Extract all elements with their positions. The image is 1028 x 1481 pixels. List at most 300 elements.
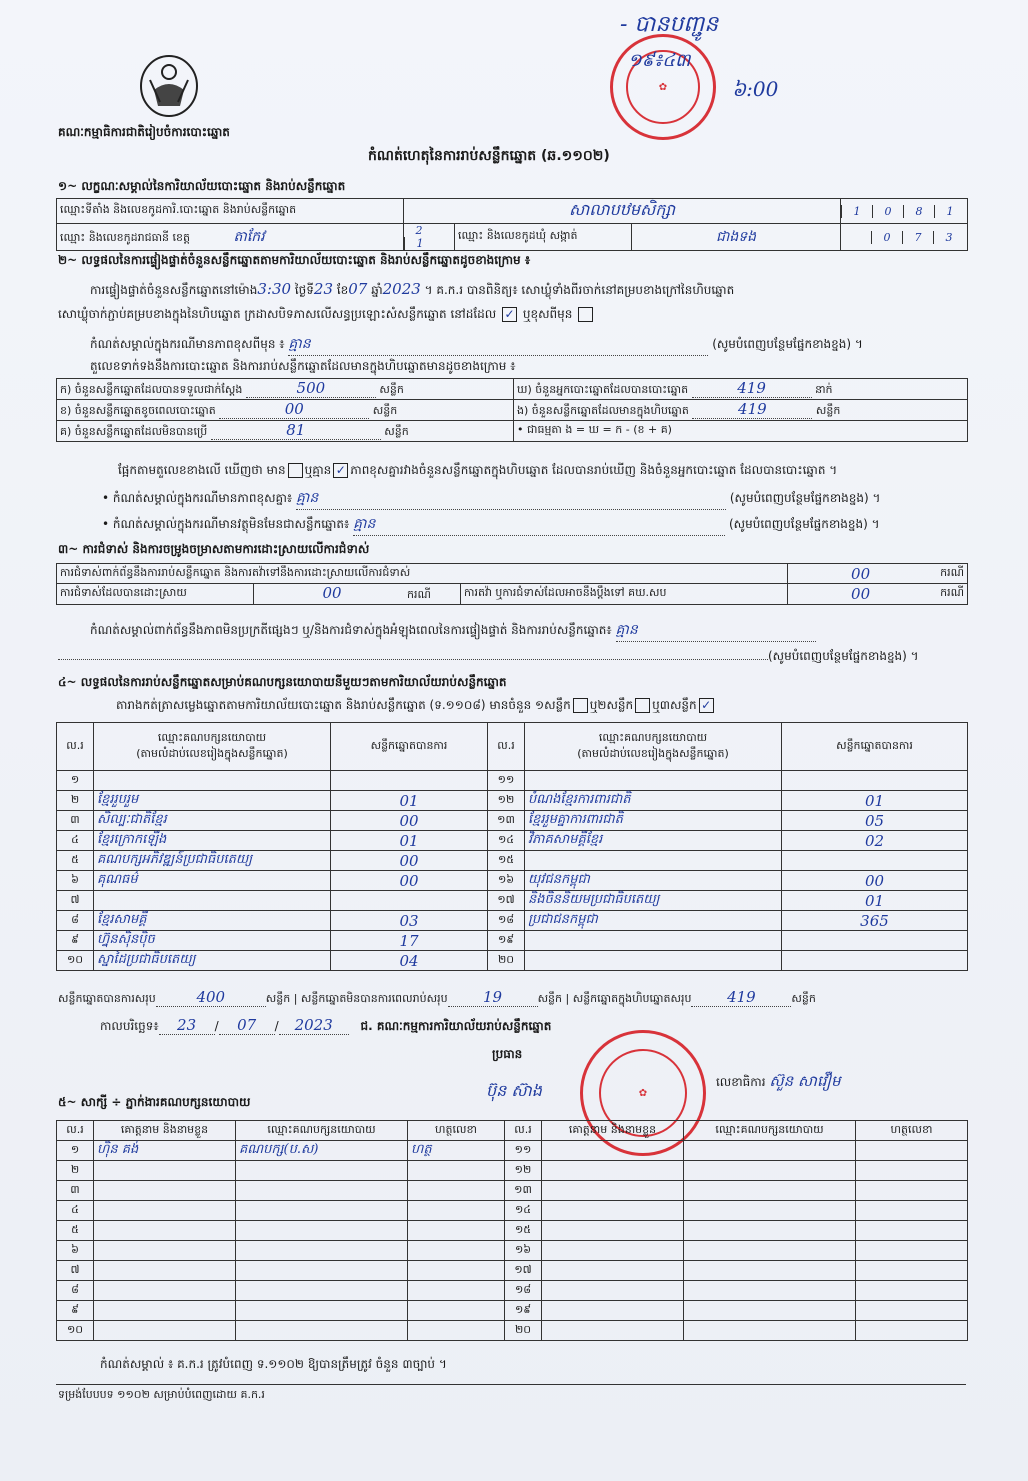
witness-row-party xyxy=(684,1281,856,1301)
witness-row-no: ៣ xyxy=(57,1181,94,1201)
col-sign: ហត្ថលេខា xyxy=(856,1121,968,1141)
witness-row-party xyxy=(684,1321,856,1341)
official-seal-bottom: ✿ xyxy=(580,1030,706,1156)
witness-row-name: ហ៊ិន គង់ xyxy=(94,1141,236,1161)
discrepancy-line xyxy=(118,462,837,480)
figure-b-label: ខ) ចំនួនសន្លឹកឆ្នោតខូចពេលបោះឆ្នោត xyxy=(60,404,216,417)
witness-row-party xyxy=(684,1141,856,1161)
figure-c xyxy=(57,421,514,442)
changed-label: ឬខុសពីមុន xyxy=(522,307,573,321)
witness-row xyxy=(57,1161,968,1181)
witness-row-name xyxy=(94,1181,236,1201)
witness-row-name xyxy=(542,1261,684,1281)
vote-row-no: ១៤ xyxy=(488,831,525,851)
figure-e-label: ង) ចំនួនសន្លឹកឆ្នោតដែលមានក្នុងហិបឆ្នោត xyxy=(517,404,689,417)
col-party-text: ឈ្មោះគណបក្សនយោបាយ xyxy=(157,730,267,744)
vote-row-votes: 05 xyxy=(782,811,968,831)
chair-signature: ប៊ុន ស៊ាង xyxy=(486,1081,542,1100)
code-digit: 8 xyxy=(903,205,934,218)
witness-row-party xyxy=(236,1221,408,1241)
vote-row-votes: 01 xyxy=(782,791,968,811)
figure-b xyxy=(57,400,514,421)
col-party-text: ឈ្មោះគណបក្សនយោបាយ xyxy=(598,730,708,744)
witness-row-name xyxy=(542,1221,684,1241)
vote-row-no: ១៥ xyxy=(488,851,525,871)
witness-row-sign xyxy=(856,1161,968,1181)
vote-row-party xyxy=(525,851,782,871)
verification-day: 23 xyxy=(313,280,333,298)
has-discrepancy-checkbox[interactable] xyxy=(288,463,303,478)
witness-row-name xyxy=(542,1241,684,1261)
vote-row xyxy=(57,771,968,791)
col-name: គោត្តនាម និងនាមខ្លួន xyxy=(542,1121,684,1141)
witness-row-sign xyxy=(856,1301,968,1321)
vote-row-no: ៩ xyxy=(57,931,94,951)
vote-row-no: ៧ xyxy=(57,891,94,911)
station-id-table xyxy=(56,198,968,251)
bullet2-value: គ្មាន xyxy=(353,514,725,536)
vote-row-party: ប្រជាជនកម្ពុជា xyxy=(525,911,782,931)
col-no: ល.រ xyxy=(57,1121,94,1141)
total-box-value: 419 xyxy=(691,988,791,1007)
vote-row-votes: 17 xyxy=(331,931,488,951)
vote-row-party: ខ្មែរ​រួបរួម xyxy=(94,791,331,811)
total-invalid-value: 19 xyxy=(448,988,538,1007)
month-label: ខែ xyxy=(336,283,349,297)
discrepancy-tail: ភាពខុសគ្នារវាងចំនួនសន្លឹកឆ្នោតក្នុងហិបឆ្នោត ដែលបានរាប់ឃើញ និងចំនួនអ្នកបោះឆ្នោត ដែលបានបោះឆ្នោត ។ xyxy=(350,463,838,477)
irregularity-note xyxy=(90,620,816,642)
figure-e-value: 419 xyxy=(692,400,812,419)
witness-row xyxy=(57,1181,968,1201)
witness-row-sign xyxy=(856,1221,968,1241)
witness-row xyxy=(57,1201,968,1221)
province-value: តាកែវ xyxy=(233,228,265,245)
code-digit: 0 xyxy=(871,231,902,244)
vote-row-votes xyxy=(782,951,968,971)
official-seal-top: ✿ xyxy=(610,34,716,140)
figure-d xyxy=(514,379,968,400)
witness-row-party xyxy=(236,1201,408,1221)
province-code xyxy=(404,224,455,251)
witness-row-sign xyxy=(856,1181,968,1201)
witness-row xyxy=(57,1321,968,1341)
two-sheet-checkbox[interactable] xyxy=(635,698,650,713)
figure-c-value: 81 xyxy=(211,421,381,440)
witness-row-name xyxy=(94,1221,236,1241)
difference-note-value: គ្មាន xyxy=(288,334,708,356)
figure-d-value: 419 xyxy=(692,379,812,398)
witness-row-party xyxy=(684,1221,856,1241)
vote-row-votes: 365 xyxy=(782,911,968,931)
vote-row-party xyxy=(525,951,782,971)
witness-row-no: ១១ xyxy=(505,1141,542,1161)
witness-row-no: ៥ xyxy=(57,1221,94,1241)
station-code xyxy=(841,199,968,224)
col-name: គោត្តនាម និងនាមខ្លួន xyxy=(94,1121,236,1141)
no-discrepancy-label: ឬគ្មាន xyxy=(304,463,332,477)
witness-row-name xyxy=(94,1261,236,1281)
vote-results-table xyxy=(56,722,968,971)
vote-row-no: ១ xyxy=(57,771,94,791)
vote-row-votes: 00 xyxy=(782,871,968,891)
stamp-time: ៦:00 xyxy=(732,77,779,101)
ballot-figures-table xyxy=(56,378,968,442)
witness-row-name xyxy=(94,1281,236,1301)
witness-row-party xyxy=(684,1181,856,1201)
date-label: កាលបរិច្ឆេទ៖ xyxy=(100,1019,159,1033)
figure-d-label: ឃ) ចំនួនអ្នកបោះឆ្នោតដែលបានបោះឆ្នោត xyxy=(517,383,689,396)
vote-row-no: ១៣ xyxy=(488,811,525,831)
witness-row-name xyxy=(542,1301,684,1321)
witness-row-sign xyxy=(856,1261,968,1281)
station-name-value: សាលាបឋមសិក្សា xyxy=(404,199,841,224)
vote-row-party: យុវជនកម្ពុជា xyxy=(525,871,782,891)
date-day: 23 xyxy=(159,1016,215,1035)
formula: • ជាធម្មតា ង = ឃ = ក - (ខ + គ) xyxy=(514,421,968,442)
figure-e xyxy=(514,400,968,421)
handwritten-forwarded: - បានបញ្ជូន xyxy=(620,12,719,37)
code-digit: 0 xyxy=(872,205,903,218)
witness-row-name xyxy=(542,1201,684,1221)
witness-row-party xyxy=(236,1161,408,1181)
witness-row xyxy=(57,1281,968,1301)
vote-row-party: ខ្មែររួមគ្នាការពារជាតិ xyxy=(525,811,782,831)
witness-row-name xyxy=(542,1161,684,1181)
witness-row-no: ១ xyxy=(57,1141,94,1161)
witness-row-no: ២០ xyxy=(505,1321,542,1341)
col-no: ល.រ xyxy=(505,1121,542,1141)
objection-appeal-value: 00 xyxy=(787,584,934,605)
irregularity-suffix-line xyxy=(58,648,919,666)
vote-row-party xyxy=(94,891,331,911)
vote-row-no: ១១ xyxy=(488,771,525,791)
vote-row-votes: 03 xyxy=(331,911,488,931)
section1-heading: ១~ លក្ខណៈសម្គាល់នៃការិយាល័យបោះឆ្នោត និងរាប់សន្លឹកឆ្នោត xyxy=(58,179,346,193)
witness-note: កំណត់សម្គាល់ ៖ គ.ក.រ ត្រូវបំពេញ ទ.១១០២ ឱ្យបានត្រឹមត្រូវ ចំនួន ៣ច្បាប់ ។ xyxy=(100,1357,447,1371)
witness-row-sign xyxy=(856,1321,968,1341)
unit-label: នាក់ xyxy=(815,383,833,396)
form-footer: ទម្រង់បែបបទ ១១០២ សម្រាប់បំពេញដោយ គ.ក.រ xyxy=(58,1388,265,1401)
section3-heading: ៣~ ការជំទាស់ និងការចម្រូងចម្រាសតាមការដោះស្រាយលើការជំទាស់ xyxy=(58,542,370,556)
vote-row-no: ១៧ xyxy=(488,891,525,911)
vote-row-party xyxy=(525,771,782,791)
witness-row-party xyxy=(684,1241,856,1261)
witness-row-sign xyxy=(408,1221,505,1241)
vote-row-no: ១០ xyxy=(57,951,94,971)
vote-row-party: ខ្មែរក្រោកឡើង xyxy=(94,831,331,851)
vote-row xyxy=(57,811,968,831)
three-sheet-label: ឬ៣សន្លឹក xyxy=(652,698,697,712)
vote-row xyxy=(57,851,968,871)
unchanged-checkbox[interactable]: ✓ xyxy=(502,307,517,322)
vote-row-no: ១៨ xyxy=(488,911,525,931)
witness-row-name xyxy=(542,1321,684,1341)
bullet-note-2 xyxy=(102,514,880,536)
vote-row-party: គណបក្សអភិវឌ្ឍន៍ប្រជាធិបតេយ្យ xyxy=(94,851,331,871)
vote-row-party xyxy=(94,771,331,791)
section2-heading: ២~ លទ្ធផលនៃការផ្ទៀងផ្ទាត់ចំនួនសន្លឹកឆ្នោតតាមការិយាល័យបោះឆ្នោត និងរាប់សន្លឹកឆ្នោតដូចខាងក្រោម ៖ xyxy=(58,253,531,267)
difference-note-label: កំណត់សម្គាល់ក្នុងករណីមានភាពខុសពីមុន ៖ xyxy=(90,337,285,351)
vote-row-no: ៦ xyxy=(57,871,94,891)
witness-row-no: ១៧ xyxy=(505,1261,542,1281)
col-votes: សន្លឹកឆ្នោតបានការ xyxy=(331,723,488,771)
station-name-label: ឈ្មោះទីតាំង និងលេខកូដការិ.បោះឆ្នោត និងរាប់សន្លឹកឆ្នោត xyxy=(57,199,404,224)
verification-month: 07 xyxy=(348,280,368,298)
tally-sheet-count-line xyxy=(116,697,716,715)
vote-row-votes xyxy=(782,851,968,871)
objection-resolved-value: 00 xyxy=(322,584,342,602)
unit-label: សន្លឹក xyxy=(384,425,409,438)
secretary-label: លេខាធិការ xyxy=(716,1075,766,1089)
total-valid-value: 400 xyxy=(156,988,266,1007)
vote-row-no: ១៩ xyxy=(488,931,525,951)
witness-row-no: ១២ xyxy=(505,1161,542,1181)
vote-row-party: បំណងខ្មែរការពារជាតិ xyxy=(525,791,782,811)
witness-row-no: ១៤ xyxy=(505,1201,542,1221)
witness-row-party xyxy=(684,1161,856,1181)
discrepancy-label: ផ្អែកតាមតួលេខខាងលើ ឃើញថា មាន xyxy=(118,463,286,477)
verification-line2 xyxy=(58,306,595,324)
bullet1-value: គ្មាន xyxy=(296,488,726,510)
vote-row-no: ៤ xyxy=(57,831,94,851)
unit-label: សន្លឹក xyxy=(815,404,841,417)
stamp-date-note: ១៩៖៤៣ xyxy=(628,50,691,71)
objection-row1-value: 00 xyxy=(787,564,934,584)
figure-b-value: 00 xyxy=(219,400,369,419)
vote-row-votes xyxy=(782,771,968,791)
vote-row-no: ៨ xyxy=(57,911,94,931)
date-line: កាលបរិច្ឆេទ៖ 23 / 07 / 2023 ជ. គណៈកម្មការការិយាល័យរាប់សន្លឹកឆ្នោត xyxy=(100,1016,552,1034)
witness-row-name xyxy=(94,1241,236,1261)
code-digit: 1 xyxy=(841,205,872,218)
code-digit: 2 xyxy=(415,224,423,237)
witness-row-name xyxy=(542,1281,684,1301)
no-discrepancy-checkbox[interactable]: ✓ xyxy=(333,463,348,478)
col-votes: សន្លឹកឆ្នោតបានការ xyxy=(782,723,968,771)
vote-row xyxy=(57,791,968,811)
changed-checkbox[interactable] xyxy=(578,307,593,322)
vote-row xyxy=(57,891,968,911)
col-no: ល.រ xyxy=(57,723,94,771)
total-invalid-label: សន្លឹកឆ្នោតមិនបានការពេលរាប់សរុប xyxy=(300,992,448,1005)
witness-row-sign xyxy=(408,1241,505,1261)
vote-row xyxy=(57,951,968,971)
secretary-line xyxy=(716,1072,840,1094)
col-party: ឈ្មោះគណបក្សនយោបាយ xyxy=(236,1121,408,1141)
witness-row-no: ១៦ xyxy=(505,1241,542,1261)
vote-row-votes: 02 xyxy=(782,831,968,851)
witness-row-sign xyxy=(408,1281,505,1301)
bullet2-label: • កំណត់សម្គាល់ក្នុងករណីមានវត្ថុមិនមែនជាសន្លឹកឆ្នោត៖ xyxy=(102,517,350,531)
witness-row-name xyxy=(94,1161,236,1181)
three-sheet-checkbox[interactable]: ✓ xyxy=(699,698,714,713)
witness-row-sign xyxy=(408,1201,505,1221)
figure-a-label: ក) ចំនួនសន្លឹកឆ្នោតដែលបានទទួលជាក់ស្តែង xyxy=(60,383,243,396)
time-label: ការផ្ទៀងផ្ទាត់ចំនួនសន្លឹកឆ្នោតនៅម៉ោង xyxy=(90,283,258,297)
witness-row-party xyxy=(236,1321,408,1341)
witness-row-sign xyxy=(856,1201,968,1221)
two-sheet-label: ឬ២សន្លឹក xyxy=(589,698,634,712)
day-label: ថ្ងៃទី xyxy=(294,283,314,297)
col-party: ឈ្មោះគណបក្សនយោបាយ xyxy=(684,1121,856,1141)
difference-note-suffix: (សូមបំពេញបន្ថែមផ្នែកខាងខ្នង) ។ xyxy=(712,337,863,351)
unit-label: សន្លឹក xyxy=(791,992,816,1005)
witness-row-sign xyxy=(408,1321,505,1341)
vote-row-votes: 00 xyxy=(331,871,488,891)
witness-row-sign xyxy=(856,1281,968,1301)
commune-value: ជាងទង xyxy=(632,224,841,251)
witness-row-sign xyxy=(408,1261,505,1281)
objection-resolved-cell xyxy=(254,584,461,605)
vote-row-votes: 04 xyxy=(331,951,488,971)
col-party xyxy=(525,723,782,771)
total-valid-label: សន្លឹកឆ្នោតបានការសរុប xyxy=(58,992,156,1005)
code-digit: 7 xyxy=(902,231,933,244)
witness-row-no: ១៩ xyxy=(505,1301,542,1321)
vote-row-party: វិភាគសាមគ្គីខ្មែរ xyxy=(525,831,782,851)
witness-row-sign xyxy=(408,1181,505,1201)
unit-label: សន្លឹក xyxy=(537,992,563,1005)
vote-row xyxy=(57,871,968,891)
witness-row-no: ១៨ xyxy=(505,1281,542,1301)
vote-row-no: ១៦ xyxy=(488,871,525,891)
witness-row-party xyxy=(236,1281,408,1301)
figure-a xyxy=(57,379,514,400)
signing-body: ជ. គណៈកម្មការការិយាល័យរាប់សន្លឹកឆ្នោត xyxy=(360,1019,552,1033)
section4-heading: ៤~ លទ្ធផលនៃការរាប់សន្លឹកឆ្នោតសម្រាប់គណបក្សនយោបាយនីមួយៗតាមការិយាល័យរាប់សន្លឹកឆ្នោត xyxy=(58,675,507,689)
witness-row-sign xyxy=(408,1161,505,1181)
vote-row-no: ៣ xyxy=(57,811,94,831)
witness-row-no: ១០ xyxy=(57,1321,94,1341)
irregularity-note-value: គ្មាន xyxy=(616,620,816,642)
vote-row xyxy=(57,911,968,931)
unit-label: ករណី xyxy=(407,588,431,601)
witness-row-party xyxy=(236,1241,408,1261)
bullet2-suffix: (សូមបំពេញបន្ថែមផ្នែកខាងខ្នង) ។ xyxy=(728,517,880,531)
national-emblem-icon xyxy=(136,50,202,120)
vote-row-votes: 01 xyxy=(331,831,488,851)
commune-label: ឈ្មោះ និងលេខកូដឃុំ សង្កាត់ xyxy=(455,224,632,251)
witness-row-party xyxy=(684,1301,856,1321)
vote-row-party: ស្នាដៃប្រជាធិបតេយ្យ xyxy=(94,951,331,971)
objections-table xyxy=(56,563,968,605)
vote-row-votes: 01 xyxy=(331,791,488,811)
witness-row xyxy=(57,1301,968,1321)
col-party-sub: (តាមលំដាប់លេខរៀងក្នុងសន្លឹកឆ្នោត) xyxy=(136,746,288,760)
verification-line2-text: សោឃ្លុំចាក់ភ្ជាប់គម្របខាងក្នុងនៃហិបឆ្នោត ក្រដាសបិទភាសលើសន្ធប្រឡោះសំសន្លឹកឆ្នោត នៅដដែល xyxy=(58,307,497,321)
date-month: 07 xyxy=(219,1016,275,1035)
vote-row-party: ខ្មែរសាមគ្គី xyxy=(94,911,331,931)
vote-row-no: ២ xyxy=(57,791,94,811)
witness-row-party xyxy=(684,1261,856,1281)
witness-table xyxy=(56,1120,968,1341)
witness-row-name xyxy=(542,1141,684,1161)
bullet1-label: • កំណត់សម្គាល់ក្នុងករណីមានភាពខុសគ្នា៖ xyxy=(102,491,293,505)
witness-row-name xyxy=(542,1181,684,1201)
witness-row-party xyxy=(684,1201,856,1221)
vote-row-votes xyxy=(782,931,968,951)
witness-row-no: ១៣ xyxy=(505,1181,542,1201)
vote-row-party: គុណធម៌ xyxy=(94,871,331,891)
code-digit: 1 xyxy=(934,205,965,218)
witness-row-name xyxy=(94,1301,236,1321)
witness-row-party: គណបក្ស(ប.ស) xyxy=(236,1141,408,1161)
bullet1-suffix: (សូមបំពេញបន្ថែមផ្នែកខាងខ្នង) ។ xyxy=(729,491,881,505)
unit-label: សន្លឹក xyxy=(379,383,404,396)
province-label-text: ឈ្មោះ និងលេខកូដរាជធានី ខេត្ត xyxy=(60,230,190,244)
witness-row xyxy=(57,1261,968,1281)
vote-row-party xyxy=(525,931,782,951)
witness-row-sign: ហត្ថ xyxy=(408,1141,505,1161)
vote-row-no: ១២ xyxy=(488,791,525,811)
vote-row-votes: 00 xyxy=(331,851,488,871)
verification-line1-tail: ។ គ.ក.រ បានពិនិត្យ៖ សោឃ្លុំទាំងពីរចាក់នៅគម្របខាងក្រៅនៃហិបឆ្នោត xyxy=(424,283,735,297)
witness-row-no: ៩ xyxy=(57,1301,94,1321)
vote-row-votes: 01 xyxy=(782,891,968,911)
verification-time: 3:30 xyxy=(257,280,292,298)
col-party-sub: (តាមលំដាប់លេខរៀងក្នុងសន្លឹកឆ្នោត) xyxy=(577,746,729,760)
footer-divider xyxy=(56,1384,966,1385)
code-digit: 1 xyxy=(404,237,435,250)
witness-row xyxy=(57,1221,968,1241)
col-sign: ហត្ថលេខា xyxy=(408,1121,505,1141)
vote-row xyxy=(57,831,968,851)
unit-label: សន្លឹក xyxy=(372,404,398,417)
witness-row-party xyxy=(236,1301,408,1321)
total-box-label: សន្លឹកឆ្នោតក្នុងហិបឆ្នោតសរុប xyxy=(572,992,692,1005)
vote-row-party: សិល្បៈជាតិខ្មែរ xyxy=(94,811,331,831)
figure-a-value: 500 xyxy=(246,379,376,398)
totals-line: សន្លឹកឆ្នោតបានការសរុប 400 សន្លឹក | សន្លឹកឆ្នោតមិនបានការពេលរាប់សរុប 19 សន្លឹក | សន្លឹកឆ្នោតក្នុងហិបឆ្នោតសរុប 419 សន្លឹក xyxy=(58,988,816,1006)
witness-row-no: ៨ xyxy=(57,1281,94,1301)
col-no: ល.រ xyxy=(488,723,525,771)
vote-row-votes xyxy=(331,771,488,791)
date-year: 2023 xyxy=(279,1016,349,1035)
vote-row-no: ៥ xyxy=(57,851,94,871)
vote-row xyxy=(57,931,968,951)
col-party xyxy=(94,723,331,771)
code-digit: 3 xyxy=(933,231,964,244)
witness-row-sign xyxy=(856,1141,968,1161)
difference-note-line xyxy=(90,334,863,356)
irregularity-note-label: កំណត់សម្គាល់ពាក់ព័ន្ធនឹងភាពមិនប្រក្រតីផ្សេងៗ ឬ/និងការជំទាស់ក្នុងអំឡុងពេលនៃការផ្ទៀងផ្ទាត់ និងការរាប់សន្លឹកឆ្នោត៖ xyxy=(90,623,612,637)
witness-row-party xyxy=(236,1181,408,1201)
unit-label: ករណី xyxy=(934,584,968,605)
year-label: ឆ្នាំ xyxy=(371,283,383,297)
one-sheet-checkbox[interactable] xyxy=(573,698,588,713)
section5-heading: ៥~ សាក្សី ÷ ភ្នាក់ងារគណបក្សនយោបាយ xyxy=(58,1095,251,1109)
witness-row-no: ៦ xyxy=(57,1241,94,1261)
witness-row-sign xyxy=(856,1241,968,1261)
objection-resolved-text: ការជំទាស់ដែលបានដោះស្រាយ xyxy=(60,586,187,599)
tally-sheet-label: តារាងកត់ត្រាសម្លេងឆ្នោតតាមការិយាល័យបោះឆ្នោត និងរាប់សន្លឹកឆ្នោត (ទ.១១០៨) មានចំនួន ១សន្លឹក xyxy=(116,698,571,712)
witness-row-name xyxy=(94,1201,236,1221)
commune-code xyxy=(841,224,968,251)
witness-row-no: ៤ xyxy=(57,1201,94,1221)
witness-row-party xyxy=(236,1261,408,1281)
secretary-signature: ស៊ួន សាវឿម xyxy=(769,1072,841,1090)
figures-intro: តួលេខទាក់ទងនឹងការបោះឆ្នោត និងការរាប់សន្លឹកឆ្នោតដែលមានក្នុងហិបឆ្នោតមានដូចខាងក្រោម ៖ xyxy=(90,359,516,373)
witness-row-no: ២ xyxy=(57,1161,94,1181)
witness-row-no: ១៥ xyxy=(505,1221,542,1241)
vote-row-votes: 00 xyxy=(331,811,488,831)
witness-row xyxy=(57,1241,968,1261)
witness-row-no: ៧ xyxy=(57,1261,94,1281)
witness-row xyxy=(57,1141,968,1161)
witness-row-sign xyxy=(408,1301,505,1321)
bullet-note-1 xyxy=(102,488,880,510)
unit-label: សន្លឹក xyxy=(265,992,291,1005)
